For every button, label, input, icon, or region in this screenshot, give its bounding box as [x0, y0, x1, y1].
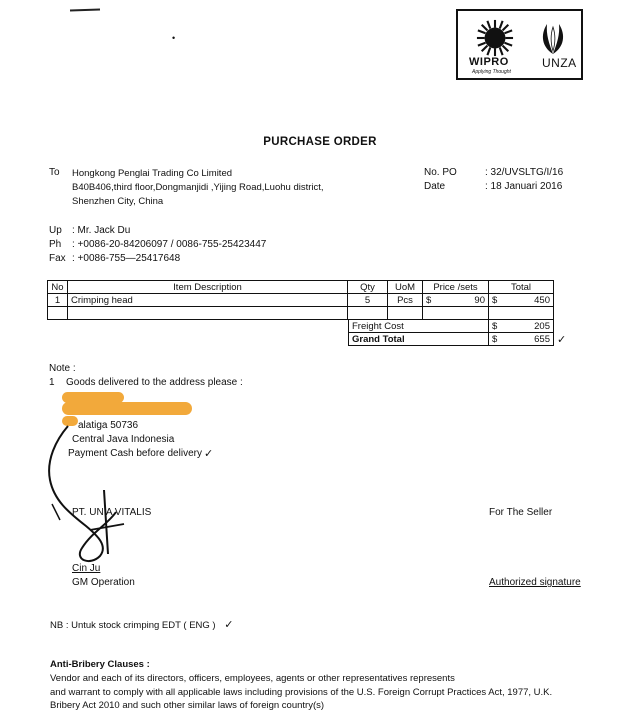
handwritten-signature: [38, 420, 148, 580]
anti-bribery-line1: Vendor and each of its directors, officers, employees, agents or other representatives represents: [50, 673, 455, 684]
header-description: Item Description: [68, 281, 348, 294]
grand-total-label: Grand Total: [349, 333, 489, 346]
note-item1-number: 1: [49, 377, 55, 388]
items-table-header: [48, 281, 554, 294]
header-no: No: [48, 281, 68, 294]
note-item1-text: Goods delivered to the address please :: [66, 377, 243, 388]
document-title: PURCHASE ORDER: [263, 136, 377, 148]
buyer-signatory-name: Cin Ju: [72, 563, 101, 574]
nb-check-mark: ✓: [224, 619, 234, 631]
anti-bribery-clause: [50, 672, 610, 713]
fax-label: Fax: [49, 253, 66, 264]
scan-speck: •: [172, 33, 176, 43]
up-value: : Mr. Jack Du: [72, 225, 131, 236]
anti-bribery-line3: Bribery Act 2010 and such other similar laws of foreign country(s): [50, 700, 325, 711]
totals-table: [348, 319, 554, 346]
recipient-address-line1: B40B406,third floor,Dongmanjidi ,Yijing Road,Luohu district,: [72, 182, 324, 193]
anti-bribery-title: Anti-Bribery Clauses :: [50, 659, 150, 670]
header-uom: UoM: [388, 281, 423, 294]
freight-label: Freight Cost: [349, 320, 489, 333]
note-title: Note :: [49, 363, 76, 374]
date-label: Date: [424, 181, 446, 192]
company-logos: [456, 9, 583, 80]
header-qty: Qty: [348, 281, 388, 294]
redacted-address-mark: [62, 402, 192, 415]
buyer-signatory-title: GM Operation: [72, 577, 135, 588]
freight-row: [349, 320, 554, 333]
seller-signature-label: Authorized signature: [489, 577, 581, 588]
table-row-empty: [48, 307, 554, 320]
delivery-address-region: Central Java Indonesia: [72, 434, 175, 445]
total-currency: $: [492, 294, 498, 306]
freight-amount: [489, 320, 554, 333]
date-value: : 18 Januari 2016: [485, 181, 563, 192]
row-qty: 5: [348, 294, 388, 307]
phone-value: : +0086-20-84206097 / 0086-755-25423447: [72, 239, 267, 250]
row-total: [489, 294, 554, 307]
up-label: Up: [49, 225, 62, 236]
nb-text: NB : Untuk stock crimping EDT ( ENG ): [50, 620, 216, 631]
grand-total-row: [349, 333, 554, 346]
to-label: To: [49, 167, 60, 178]
wipro-sunflower-icon: [476, 19, 514, 57]
freight-currency: $: [492, 320, 498, 332]
grand-currency: $: [492, 333, 498, 345]
grand-value: 655: [534, 333, 550, 345]
scan-mark: [70, 8, 100, 11]
recipient-company: Hongkong Penglai Trading Co Limited: [72, 168, 233, 179]
header-price: Price /sets: [423, 281, 489, 294]
items-table: [47, 280, 554, 320]
unza-leaf-icon: [538, 21, 568, 55]
wipro-logo-text: WIPRO: [469, 56, 509, 68]
row-uom: Pcs: [388, 294, 423, 307]
total-value: 450: [534, 294, 550, 306]
nb-note: [50, 618, 233, 631]
price-value: 90: [474, 294, 485, 306]
fax-value: : +0086-755—25417648: [72, 253, 181, 264]
row-description: Crimping head: [68, 294, 348, 307]
phone-label: Ph: [49, 239, 62, 250]
header-total: Total: [489, 281, 554, 294]
unza-logo-text: UNZA: [542, 56, 577, 70]
row-no: 1: [48, 294, 68, 307]
buyer-company: PT. UN A VITALIS: [72, 507, 152, 518]
freight-value: 205: [534, 320, 550, 332]
price-currency: $: [426, 294, 432, 306]
anti-bribery-line2: and warrant to comply with all applicable laws including provisions of the U.S. Foreign Corrupt Practices Act, 1977, U.K.: [50, 686, 553, 698]
table-row: [48, 294, 554, 307]
row-price: [423, 294, 489, 307]
note-item2-text: Payment Cash before delivery: [68, 448, 202, 459]
wipro-tagline: Applying Thought: [472, 69, 511, 75]
seller-label: For The Seller: [489, 507, 553, 518]
recipient-address: [72, 167, 324, 209]
po-number: : 32/UVSLTG/I/16: [485, 167, 564, 178]
grand-total-amount: [489, 333, 554, 346]
recipient-address-line2: Shenzhen City, China: [72, 196, 164, 207]
delivery-address-city: alatiga 50736: [78, 420, 139, 431]
payment-check-mark: ✓: [204, 448, 214, 460]
grand-total-check-mark: ✓: [557, 334, 567, 346]
po-label: No. PO: [424, 167, 457, 178]
